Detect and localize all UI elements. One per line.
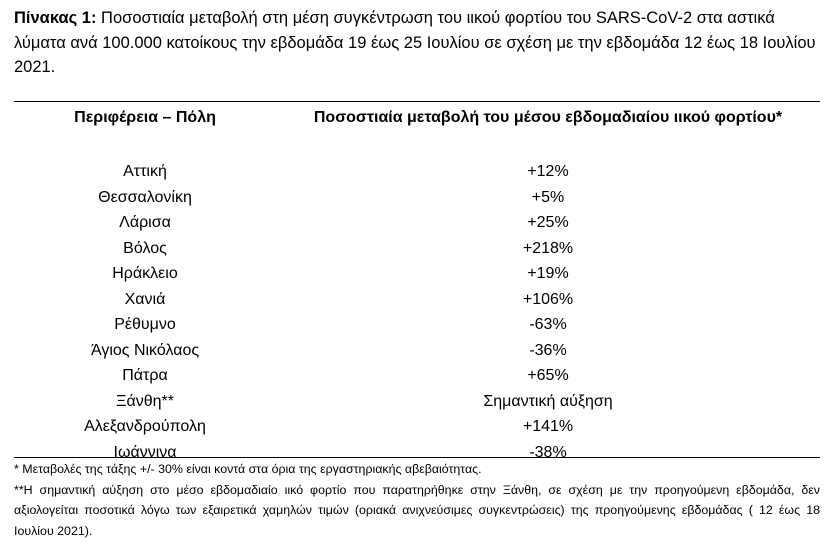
- table-row: [14, 185, 820, 211]
- table-row: [14, 159, 820, 185]
- table-row: [14, 389, 820, 415]
- city-cell: Χανιά: [124, 290, 166, 308]
- change-cell: -38%: [529, 443, 567, 461]
- change-cell: +5%: [531, 188, 565, 206]
- table-row: [14, 363, 820, 389]
- city-cell: Θεσσαλονίκη: [98, 188, 192, 206]
- caption-text: Ποσοστιαία μεταβολή στη μέση συγκέντρωση του ιικού φορτίου του SARS-CoV-2 στα αστικά λύματα ανά 100.000 κατοίκους την εβδομάδα 19 έως 25 Ιουλίου σε σχέση με την εβδομάδα 12 έως 18 Ιουλίου 2021.: [14, 9, 816, 76]
- city-cell: Ιωάννινα: [113, 443, 177, 461]
- city-cell: Ηράκλειο: [112, 265, 178, 282]
- footnote-1: * Μεταβολές της τάξης +/- 30% είναι κοντά στα όρια της εργαστηριακής αβεβαιότητας.: [14, 462, 482, 476]
- city-cell: Βόλος: [123, 239, 167, 257]
- city-cell: Αλεξανδρούπολη: [84, 418, 206, 435]
- caption-label: Πίνακας 1:: [14, 9, 97, 27]
- table-row: [14, 338, 820, 364]
- city-cell: Λάρισα: [119, 214, 171, 231]
- city-cell: Ρέθυμνο: [114, 316, 176, 333]
- change-cell: +218%: [522, 239, 574, 257]
- table-caption: [14, 6, 822, 80]
- change-cell: +12%: [527, 163, 569, 180]
- change-cell: +19%: [527, 265, 569, 282]
- table-bottom-rule: [14, 457, 820, 458]
- table-row: [14, 312, 820, 338]
- table-row: [14, 261, 820, 287]
- header-change: Ποσοστιαία μεταβολή του μέσου εβδομαδιαίου ιικού φορτίου*: [313, 109, 783, 126]
- city-cell: Αττική: [123, 163, 167, 180]
- table-row: [14, 287, 820, 313]
- change-cell: +65%: [527, 367, 569, 384]
- change-cell: Σημαντική αύξηση: [483, 392, 613, 410]
- table-row: [14, 236, 820, 262]
- footnote-2: **Η σημαντική αύξηση στο μέσο εβδομαδιαίο ιικό φορτίο που παρατηρήθηκε στην Ξάνθη, σε σχέση με την προηγούμενη εβδομάδα, δεν αξιολογείται ποσοτικά λόγω των εξαιρετικά χαμηλών τιμών (οριακά ανιχνεύσιμες συγκεντρώσεις) της προηγούμενης εβδομάδας ( 12 έως 18 Ιουλίου 2021).: [14, 482, 820, 538]
- table-footnotes: [14, 459, 820, 541]
- table-body: [14, 159, 820, 465]
- table-row: [14, 210, 820, 236]
- city-cell: Άγιος Νικόλαος: [90, 341, 200, 359]
- table-header: [14, 103, 820, 158]
- table-top-rule: [14, 101, 820, 102]
- change-cell: +25%: [527, 214, 569, 231]
- city-cell: Πάτρα: [122, 367, 168, 384]
- header-region: Περιφέρεια – Πόλη: [74, 109, 216, 126]
- change-cell: +106%: [522, 290, 574, 308]
- change-cell: -63%: [529, 316, 567, 333]
- change-cell: -36%: [529, 341, 567, 359]
- change-cell: +141%: [522, 418, 574, 435]
- city-cell: Ξάνθη**: [116, 392, 174, 410]
- table-row: [14, 414, 820, 440]
